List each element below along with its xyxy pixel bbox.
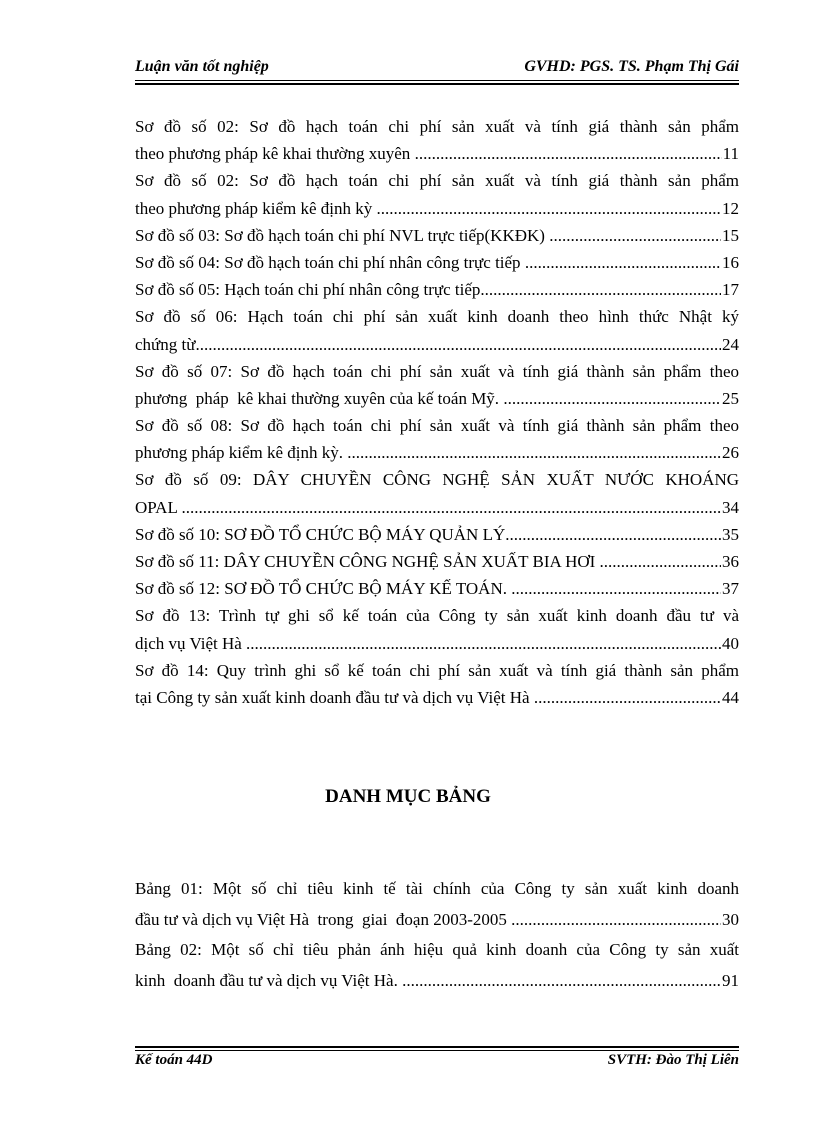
diagram-entry <box>135 249 739 276</box>
dot-leader <box>181 494 721 521</box>
diagram-entry-last-line <box>135 385 739 412</box>
table-entry-text: kinh doanh đầu tư và dịch vụ Việt Hà. <box>135 970 403 990</box>
diagram-entry-text: Sơ đồ số 12: SƠ ĐỒ TỔ CHỨC BỘ MÁY KẾ TOÁN. <box>135 579 512 599</box>
page-number: 11 <box>722 144 739 164</box>
table-entry-last-line <box>135 905 739 936</box>
dot-leader <box>505 521 721 548</box>
header-thesis-label: Luận văn tốt nghiệp <box>135 58 269 75</box>
diagram-entry-text: Sơ đồ số 02: Sơ đồ hạch toán chi phí sản xuất và tính giá thành sản phẩm <box>135 171 739 191</box>
page-header <box>135 56 739 80</box>
diagram-entry-text: Sơ đồ số 10: SƠ ĐỒ TỔ CHỨC BỘ MÁY QUẢN LÝ <box>135 524 506 544</box>
diagram-entry-last-line <box>135 140 739 167</box>
diagram-entry-text: Sơ đồ số 07: Sơ đồ hạch toán chi phí sản xuất và tính giá thành sản phẩm theo <box>135 361 739 381</box>
page-number: 37 <box>722 579 739 599</box>
dot-leader <box>347 439 721 466</box>
diagram-entry-last-line <box>135 331 739 358</box>
diagram-entry-last-line <box>135 195 739 222</box>
header-rule <box>135 80 739 85</box>
diagram-entry <box>135 521 739 548</box>
diagram-entry-text: Sơ đồ 14: Quy trình ghi sổ kế toán chi phí sản xuất và tính giá thành sản phẩm <box>135 660 739 680</box>
page-number: 35 <box>722 524 739 544</box>
page-footer <box>135 1052 739 1074</box>
footer-class-label: Kế toán 44D <box>135 1052 213 1068</box>
dot-leader <box>402 966 721 997</box>
diagram-entry-last-line <box>135 521 739 548</box>
dot-leader <box>600 548 721 575</box>
dot-leader <box>246 630 721 657</box>
dot-leader <box>525 249 721 276</box>
diagram-entry-text: phương pháp kê khai thường xuyên của kế toán Mỹ. <box>135 388 504 408</box>
diagram-entry-last-line <box>135 575 739 602</box>
diagram-entry-text: chứng từ. <box>135 334 200 354</box>
page-number: 17 <box>722 280 739 300</box>
page-number: 25 <box>722 388 739 408</box>
diagram-entry <box>135 602 739 656</box>
diagram-entry <box>135 303 739 357</box>
diagram-entry-text: tại Công ty sản xuất kinh doanh đầu tư và dịch vụ Việt Hà <box>135 687 534 707</box>
page-number: 40 <box>722 633 739 653</box>
diagram-entry-text: phương pháp kiểm kê định kỳ. <box>135 443 348 463</box>
diagram-entry <box>135 657 739 711</box>
table-entry-last-line <box>135 966 739 997</box>
diagram-entry-last-line <box>135 222 739 249</box>
diagram-entry-text: Sơ đồ số 03: Sơ đồ hạch toán chi phí NVL trực tiếp(KKĐK) <box>135 225 550 245</box>
diagram-entry <box>135 222 739 249</box>
dot-leader <box>511 575 721 602</box>
page-number: 26 <box>722 443 739 463</box>
table-entry-text: Bảng 02: Một số chỉ tiêu phản ánh hiệu quả kinh doanh của Công ty sản xuất <box>135 940 739 959</box>
dot-leader <box>377 195 721 222</box>
diagram-entry-text: Sơ đồ số 11: DÂY CHUYỀN CÔNG NGHỆ SẢN XUẤT BIA HƠI <box>135 552 600 571</box>
dot-leader <box>503 385 721 412</box>
diagram-entry-text: theo phương pháp kiểm kê định kỳ <box>135 198 377 218</box>
diagram-entry <box>135 548 739 575</box>
section-title-tables: DANH MỤC BẢNG <box>325 786 491 807</box>
diagram-entry-text: Sơ đồ số 09: DÂY CHUYỀN CÔNG NGHỆ SẢN XUẤT NƯỚC KHOÁNG <box>135 470 739 490</box>
table-entry-text: đầu tư và dịch vụ Việt Hà trong giai đoạn 2003-2005 <box>135 909 512 929</box>
dot-leader <box>200 331 721 358</box>
diagram-entry-text: theo phương pháp kê khai thường xuyên <box>135 144 415 164</box>
page-number: 44 <box>722 687 739 707</box>
diagram-entry-last-line <box>135 276 739 303</box>
table-entry-text: Bảng 01: Một số chỉ tiêu kinh tế tài chính của Công ty sản xuất kinh doanh <box>135 879 739 898</box>
diagram-entry-text: Sơ đồ số 05: Hạch toán chi phí nhân công trực tiếp. <box>135 280 485 300</box>
page-number: 16 <box>722 252 739 272</box>
diagram-entry-last-line <box>135 249 739 276</box>
diagram-entry <box>135 575 739 602</box>
diagram-entry-last-line <box>135 630 739 657</box>
diagram-entry-text: Sơ đồ số 04: Sơ đồ hạch toán chi phí nhân công trực tiếp <box>135 252 525 272</box>
diagram-entry <box>135 466 739 520</box>
dot-leader <box>485 276 721 303</box>
diagram-entry <box>135 167 739 221</box>
dot-leader <box>511 905 721 936</box>
footer-rule <box>135 1046 739 1051</box>
diagram-entry <box>135 113 739 167</box>
diagram-entry-text: Sơ đồ 13: Trình tự ghi sổ kế toán của Công ty sản xuất kinh doanh đầu tư và <box>135 606 739 626</box>
diagram-list <box>135 113 739 711</box>
diagram-entry-last-line <box>135 548 739 575</box>
dot-leader <box>549 222 721 249</box>
diagram-entry <box>135 412 739 466</box>
diagram-entry-text: OPAL <box>135 497 182 517</box>
dot-leader <box>534 684 721 711</box>
table-entry <box>135 874 739 935</box>
page-number: 91 <box>722 970 739 990</box>
page-number: 15 <box>722 225 739 245</box>
page-number: 30 <box>722 909 739 929</box>
header-advisor: GVHD: PGS. TS. Phạm Thị Gái <box>524 58 739 75</box>
dot-leader <box>415 140 722 167</box>
diagram-entry-last-line <box>135 439 739 466</box>
diagram-entry-last-line <box>135 494 739 521</box>
diagram-entry-last-line <box>135 684 739 711</box>
diagram-entry <box>135 358 739 412</box>
footer-student: SVTH: Đào Thị Liên <box>607 1052 739 1068</box>
diagram-entry-text: Sơ đồ số 06: Hạch toán chi phí sản xuất kinh doanh theo hình thức Nhật ký <box>135 307 739 327</box>
diagram-entry <box>135 276 739 303</box>
diagram-entry-text: Sơ đồ số 02: Sơ đồ hạch toán chi phí sản xuất và tính giá thành sản phẩm <box>135 117 739 136</box>
page-number: 36 <box>722 552 739 571</box>
diagram-entry-text: dịch vụ Việt Hà <box>135 633 247 653</box>
diagram-entry-text: Sơ đồ số 08: Sơ đồ hạch toán chi phí sản xuất và tính giá thành sản phẩm theo <box>135 416 739 436</box>
page-number: 12 <box>722 198 739 218</box>
page-number: 24 <box>722 334 739 354</box>
table-list <box>135 874 739 996</box>
page-number: 34 <box>722 497 739 517</box>
table-entry <box>135 935 739 996</box>
